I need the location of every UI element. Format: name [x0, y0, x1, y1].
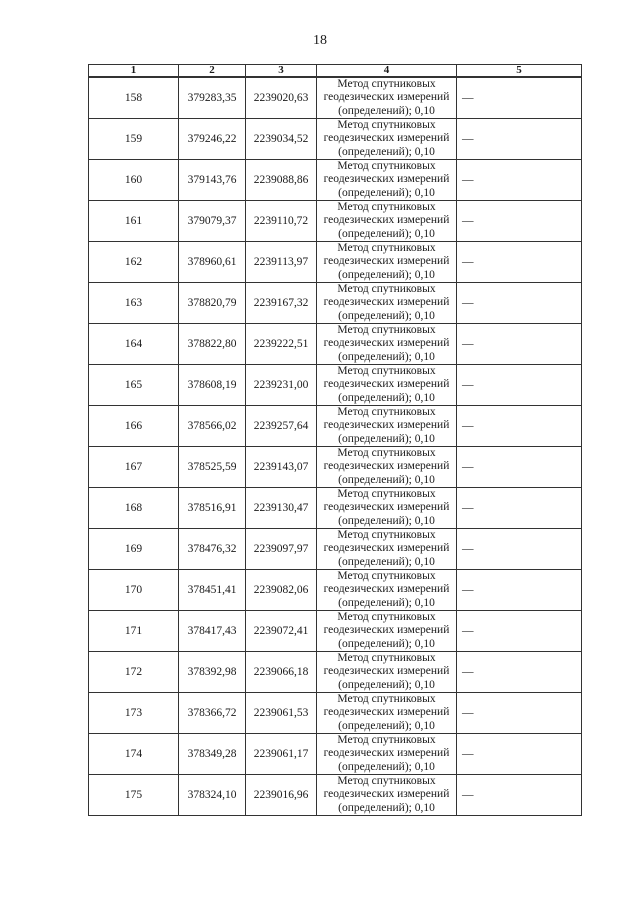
note-cell: —	[457, 734, 582, 775]
method-cell	[317, 488, 457, 529]
method-line: геодезических измерений	[323, 419, 450, 432]
method-line: геодезических измерений	[323, 173, 450, 186]
method-line: Метод спутниковых	[337, 324, 436, 337]
method-cell	[317, 77, 457, 119]
note-cell: —	[457, 324, 582, 365]
point-number-cell: 172	[89, 652, 179, 693]
x-coordinate-cell: 378525,59	[179, 447, 246, 488]
method-cell	[317, 775, 457, 816]
method-line: (определений); 0,10	[338, 719, 435, 732]
method-line: геодезических измерений	[323, 214, 450, 227]
column-header-3: 3	[246, 65, 317, 78]
method-line: геодезических измерений	[323, 460, 450, 473]
method-line: Метод спутниковых	[337, 160, 436, 173]
y-coordinate-cell: 2239167,32	[246, 283, 317, 324]
y-coordinate-cell: 2239231,00	[246, 365, 317, 406]
note-cell: —	[457, 775, 582, 816]
method-line: геодезических измерений	[323, 665, 450, 678]
method-line: геодезических измерений	[323, 542, 450, 555]
method-line: (определений); 0,10	[338, 104, 435, 117]
method-line: Метод спутниковых	[337, 775, 436, 788]
point-number-cell: 159	[89, 119, 179, 160]
method-cell	[317, 201, 457, 242]
note-cell: —	[457, 283, 582, 324]
method-line: Метод спутниковых	[337, 447, 436, 460]
y-coordinate-cell: 2239016,96	[246, 775, 317, 816]
table-row	[89, 324, 582, 365]
table-row	[89, 652, 582, 693]
y-coordinate-cell: 2239110,72	[246, 201, 317, 242]
method-line: Метод спутниковых	[337, 201, 436, 214]
note-cell: —	[457, 529, 582, 570]
x-coordinate-cell: 378366,72	[179, 693, 246, 734]
method-line: Метод спутниковых	[337, 119, 436, 132]
point-number-cell: 171	[89, 611, 179, 652]
method-line: геодезических измерений	[323, 296, 450, 309]
y-coordinate-cell: 2239113,97	[246, 242, 317, 283]
y-coordinate-cell: 2239020,63	[246, 77, 317, 119]
table-row	[89, 77, 582, 119]
method-line: (определений); 0,10	[338, 145, 435, 158]
table-row	[89, 283, 582, 324]
note-cell: —	[457, 447, 582, 488]
method-line: (определений); 0,10	[338, 473, 435, 486]
x-coordinate-cell: 378566,02	[179, 406, 246, 447]
y-coordinate-cell: 2239066,18	[246, 652, 317, 693]
x-coordinate-cell: 378820,79	[179, 283, 246, 324]
table-row	[89, 242, 582, 283]
point-number-cell: 160	[89, 160, 179, 201]
method-cell	[317, 447, 457, 488]
method-line: (определений); 0,10	[338, 801, 435, 814]
x-coordinate-cell: 378349,28	[179, 734, 246, 775]
x-coordinate-cell: 378960,61	[179, 242, 246, 283]
point-number-cell: 166	[89, 406, 179, 447]
note-cell: —	[457, 201, 582, 242]
method-line: (определений); 0,10	[338, 678, 435, 691]
method-line: Метод спутниковых	[337, 652, 436, 665]
method-line: Метод спутниковых	[337, 78, 436, 91]
method-line: геодезических измерений	[323, 255, 450, 268]
point-number-cell: 170	[89, 570, 179, 611]
y-coordinate-cell: 2239143,07	[246, 447, 317, 488]
table-row	[89, 611, 582, 652]
method-cell	[317, 734, 457, 775]
table-row	[89, 570, 582, 611]
method-line: Метод спутниковых	[337, 611, 436, 624]
table-row	[89, 365, 582, 406]
method-cell	[317, 119, 457, 160]
method-line: геодезических измерений	[323, 624, 450, 637]
y-coordinate-cell: 2239072,41	[246, 611, 317, 652]
note-cell: —	[457, 488, 582, 529]
note-cell: —	[457, 611, 582, 652]
table-row	[89, 775, 582, 816]
method-cell	[317, 283, 457, 324]
method-line: (определений); 0,10	[338, 637, 435, 650]
method-cell	[317, 160, 457, 201]
table-row	[89, 447, 582, 488]
note-cell: —	[457, 242, 582, 283]
table-row	[89, 734, 582, 775]
method-cell	[317, 570, 457, 611]
y-coordinate-cell: 2239061,53	[246, 693, 317, 734]
point-number-cell: 158	[89, 77, 179, 119]
x-coordinate-cell: 378608,19	[179, 365, 246, 406]
point-number-cell: 164	[89, 324, 179, 365]
point-number-cell: 169	[89, 529, 179, 570]
table-row	[89, 119, 582, 160]
method-line: Метод спутниковых	[337, 734, 436, 747]
y-coordinate-cell: 2239257,64	[246, 406, 317, 447]
x-coordinate-cell: 378417,43	[179, 611, 246, 652]
method-line: геодезических измерений	[323, 132, 450, 145]
table-row	[89, 201, 582, 242]
method-line: Метод спутниковых	[337, 529, 436, 542]
table-row	[89, 406, 582, 447]
point-number-cell: 162	[89, 242, 179, 283]
method-line: (определений); 0,10	[338, 596, 435, 609]
method-cell	[317, 365, 457, 406]
table-row	[89, 160, 582, 201]
method-line: геодезических измерений	[323, 583, 450, 596]
method-line: (определений); 0,10	[338, 514, 435, 527]
method-cell	[317, 242, 457, 283]
method-cell	[317, 652, 457, 693]
method-line: (определений); 0,10	[338, 186, 435, 199]
method-line: (определений); 0,10	[338, 760, 435, 773]
method-line: Метод спутниковых	[337, 365, 436, 378]
method-cell	[317, 529, 457, 570]
method-line: (определений); 0,10	[338, 309, 435, 322]
y-coordinate-cell: 2239088,86	[246, 160, 317, 201]
table-row	[89, 693, 582, 734]
x-coordinate-cell: 378324,10	[179, 775, 246, 816]
note-cell: —	[457, 406, 582, 447]
method-line: геодезических измерений	[323, 337, 450, 350]
method-line: геодезических измерений	[323, 501, 450, 514]
coordinates-table	[88, 64, 582, 816]
method-line: Метод спутниковых	[337, 693, 436, 706]
x-coordinate-cell: 378451,41	[179, 570, 246, 611]
y-coordinate-cell: 2239130,47	[246, 488, 317, 529]
note-cell: —	[457, 570, 582, 611]
y-coordinate-cell: 2239097,97	[246, 529, 317, 570]
column-header-1: 1	[89, 65, 179, 78]
method-line: Метод спутниковых	[337, 406, 436, 419]
point-number-cell: 167	[89, 447, 179, 488]
note-cell: —	[457, 693, 582, 734]
page-number: 18	[313, 33, 327, 48]
method-line: геодезических измерений	[323, 788, 450, 801]
table-row	[89, 529, 582, 570]
x-coordinate-cell: 379246,22	[179, 119, 246, 160]
method-line: геодезических измерений	[323, 378, 450, 391]
column-header-4: 4	[317, 65, 457, 78]
point-number-cell: 175	[89, 775, 179, 816]
method-line: (определений); 0,10	[338, 350, 435, 363]
point-number-cell: 174	[89, 734, 179, 775]
method-cell	[317, 406, 457, 447]
method-line: геодезических измерений	[323, 747, 450, 760]
method-line: геодезических измерений	[323, 91, 450, 104]
point-number-cell: 168	[89, 488, 179, 529]
y-coordinate-cell: 2239222,51	[246, 324, 317, 365]
x-coordinate-cell: 379143,76	[179, 160, 246, 201]
point-number-cell: 173	[89, 693, 179, 734]
x-coordinate-cell: 379079,37	[179, 201, 246, 242]
method-line: геодезических измерений	[323, 706, 450, 719]
method-line: (определений); 0,10	[338, 227, 435, 240]
point-number-cell: 165	[89, 365, 179, 406]
method-line: (определений); 0,10	[338, 432, 435, 445]
note-cell: —	[457, 77, 582, 119]
method-cell	[317, 693, 457, 734]
method-line: (определений); 0,10	[338, 555, 435, 568]
method-line: (определений); 0,10	[338, 268, 435, 281]
method-line: Метод спутниковых	[337, 242, 436, 255]
method-cell	[317, 324, 457, 365]
x-coordinate-cell: 379283,35	[179, 77, 246, 119]
x-coordinate-cell: 378476,32	[179, 529, 246, 570]
x-coordinate-cell: 378516,91	[179, 488, 246, 529]
y-coordinate-cell: 2239082,06	[246, 570, 317, 611]
y-coordinate-cell: 2239034,52	[246, 119, 317, 160]
method-line: Метод спутниковых	[337, 283, 436, 296]
column-header-2: 2	[179, 65, 246, 78]
table-row	[89, 488, 582, 529]
method-line: Метод спутниковых	[337, 570, 436, 583]
method-line: (определений); 0,10	[338, 391, 435, 404]
x-coordinate-cell: 378822,80	[179, 324, 246, 365]
method-cell	[317, 611, 457, 652]
table-header-row	[89, 65, 582, 78]
note-cell: —	[457, 365, 582, 406]
point-number-cell: 161	[89, 201, 179, 242]
column-header-5: 5	[457, 65, 582, 78]
y-coordinate-cell: 2239061,17	[246, 734, 317, 775]
note-cell: —	[457, 160, 582, 201]
point-number-cell: 163	[89, 283, 179, 324]
note-cell: —	[457, 119, 582, 160]
x-coordinate-cell: 378392,98	[179, 652, 246, 693]
method-line: Метод спутниковых	[337, 488, 436, 501]
note-cell: —	[457, 652, 582, 693]
